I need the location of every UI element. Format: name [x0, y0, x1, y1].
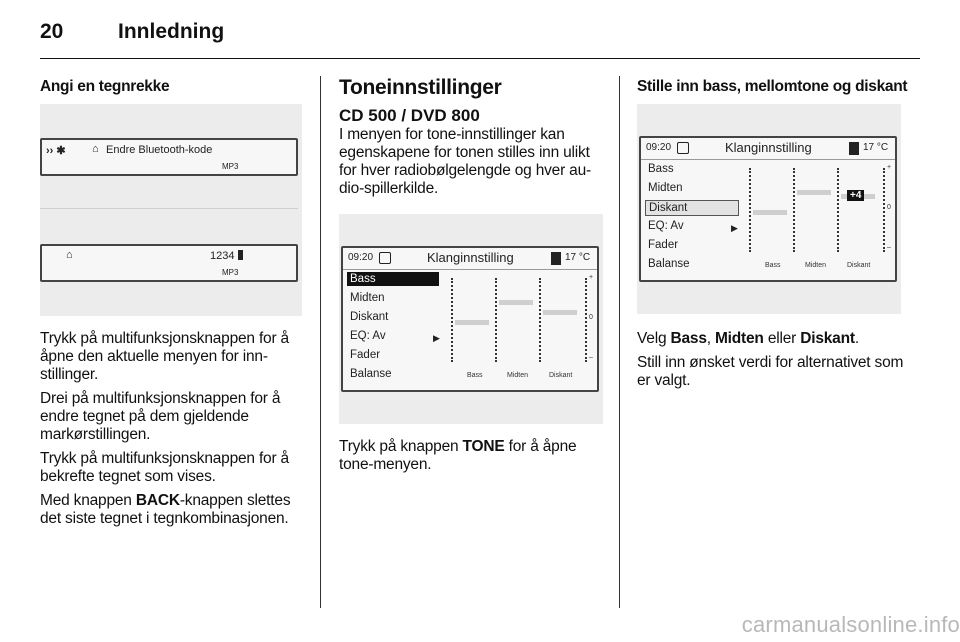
temperature: 17 °C: [863, 142, 889, 153]
treble-value-badge: +4: [847, 190, 864, 201]
back-button-name: BACK: [135, 492, 180, 509]
menu-item-diskant[interactable]: Diskant: [350, 311, 389, 323]
mid-column: [339, 76, 603, 204]
figure-bluetooth-code: [40, 104, 302, 316]
scale-minus: –: [887, 244, 891, 251]
source-label-2: MP3: [222, 268, 239, 277]
menu-item-midten[interactable]: Midten: [648, 182, 683, 194]
status-bar: [343, 248, 597, 270]
eq-scale-diskant: [539, 278, 541, 362]
source-label-1: MP3: [222, 162, 239, 171]
scale-plus: +: [887, 164, 892, 171]
section-heading-enter-string: Angi en tegnrekke: [40, 78, 170, 95]
eq-scale-midten: [793, 168, 795, 252]
cursor-block-icon: [238, 250, 243, 260]
eq-label-bass: Bass: [765, 262, 781, 269]
display-title: Klanginnstilling: [725, 140, 812, 155]
menu-item-balanse[interactable]: Balanse: [350, 368, 392, 380]
eq-scale-midten: [495, 278, 497, 362]
scale-zero: 0: [589, 314, 593, 321]
page-header: [40, 18, 920, 64]
eq-level-midten: [797, 190, 831, 195]
scale-zero: 0: [887, 204, 891, 211]
left-column-text: [40, 330, 306, 534]
chevron-right-icon: ▶: [731, 223, 738, 233]
figure-treble-setting: [637, 104, 901, 314]
display-title: Klanginnstilling: [427, 250, 514, 265]
right-column-text: [637, 330, 905, 396]
menu-item-midten[interactable]: Midten: [350, 292, 385, 304]
eq-level-diskant: [543, 310, 577, 315]
mid-column-text: [339, 438, 603, 480]
tone-button-name: TONE: [462, 438, 505, 455]
eq-label-diskant: Diskant: [847, 262, 871, 269]
temperature: 17 °C: [565, 252, 591, 263]
menu-item-eq[interactable]: EQ: Av: [648, 220, 684, 232]
temperature-icon: [849, 142, 859, 155]
page-number: 20: [40, 20, 64, 43]
page-title: Innledning: [118, 20, 225, 43]
eq-scale-reference: [883, 168, 885, 252]
eq-label-bass: Bass: [467, 372, 483, 379]
chevron-right-icon: ▶: [433, 333, 440, 343]
paragraph-tone-intro: I menyen for tone-innstillinger kan egenskapene for tonen stilles inn ulikt for hver radiobølgelengde og hver au-dio-spillerkilde.: [339, 126, 591, 197]
display-bluetooth-code-entry: [40, 138, 298, 176]
paragraph-back: Med knappen BACK-knappen slettes det siste tegnet i tegnkombinasjonen.: [40, 492, 291, 527]
eq-scale-bass: [749, 168, 751, 252]
eq-level-midten: [499, 300, 533, 305]
clock-icon: [379, 252, 391, 264]
left-column: [40, 76, 306, 96]
menu-item-bass[interactable]: Bass: [347, 272, 439, 286]
status-bar: [641, 138, 895, 160]
clock-time: 09:20: [646, 142, 672, 153]
paragraph-open-menu: Trykk på multifunksjonsknappen for å åpne den aktuelle menyen for inn-stillinger.: [40, 330, 289, 383]
figure-tone-menu: [339, 214, 603, 424]
entered-code: 1234: [210, 250, 235, 262]
eq-level-bass: [455, 320, 489, 325]
separator-line: [40, 208, 298, 209]
sub-heading-model: CD 500 / DVD 800: [339, 106, 480, 125]
column-divider-2: [619, 76, 620, 608]
paragraph-set-value: Still inn ønsket verdi for alternativet som er valgt.: [637, 354, 904, 389]
clock-icon: [677, 142, 689, 154]
right-column: [637, 76, 908, 96]
eq-label-diskant: Diskant: [549, 372, 573, 379]
menu-item-fader[interactable]: Fader: [648, 239, 679, 251]
eq-label-midten: Midten: [805, 262, 827, 269]
paragraph-select-option: Velg Bass, Midten eller Diskant.: [637, 330, 859, 347]
display-treble-setting: [639, 136, 897, 282]
scale-plus: +: [589, 274, 594, 281]
clock-time: 09:20: [348, 252, 374, 263]
display-tone-menu: [341, 246, 599, 392]
menu-item-eq[interactable]: EQ: Av: [350, 330, 386, 342]
eq-scale-bass: [451, 278, 453, 362]
eq-label-midten: Midten: [507, 372, 529, 379]
paragraph-confirm: Trykk på multifunksjonsknappen for å bekrefte tegnet som vises.: [40, 450, 289, 485]
lock-icon: ⌂: [92, 143, 99, 155]
paragraph-tone-button: Trykk på knappen TONE for å åpne tone-menyen.: [339, 438, 577, 473]
footer-watermark: carmanualsonline.info: [741, 612, 960, 637]
section-heading-bass-mid-treble: Stille inn bass, mellomtone og diskant: [637, 78, 908, 95]
eq-scale-reference: [585, 278, 587, 362]
temperature-icon: [551, 252, 561, 265]
bluetooth-code-label: Endre Bluetooth-kode: [106, 144, 213, 156]
eq-level-bass: [753, 210, 787, 215]
menu-item-diskant[interactable]: Diskant: [645, 200, 739, 216]
column-divider-1: [320, 76, 321, 608]
eq-scale-diskant: [837, 168, 839, 252]
header-rule: [40, 58, 920, 59]
scale-minus: –: [589, 354, 593, 361]
paragraph-turn-knob: Drei på multifunksjonsknappen for å endre tegnet på dem gjeldende markørstillingen.: [40, 390, 281, 443]
bluetooth-icon: ›› ✱: [46, 145, 66, 157]
menu-item-fader[interactable]: Fader: [350, 349, 381, 361]
menu-item-balanse[interactable]: Balanse: [648, 258, 690, 270]
lock-icon: ⌂: [66, 249, 73, 261]
menu-item-bass[interactable]: Bass: [648, 163, 674, 175]
display-code-entered: [40, 244, 298, 282]
section-heading-tone-settings: Toneinnstillinger: [339, 76, 502, 99]
